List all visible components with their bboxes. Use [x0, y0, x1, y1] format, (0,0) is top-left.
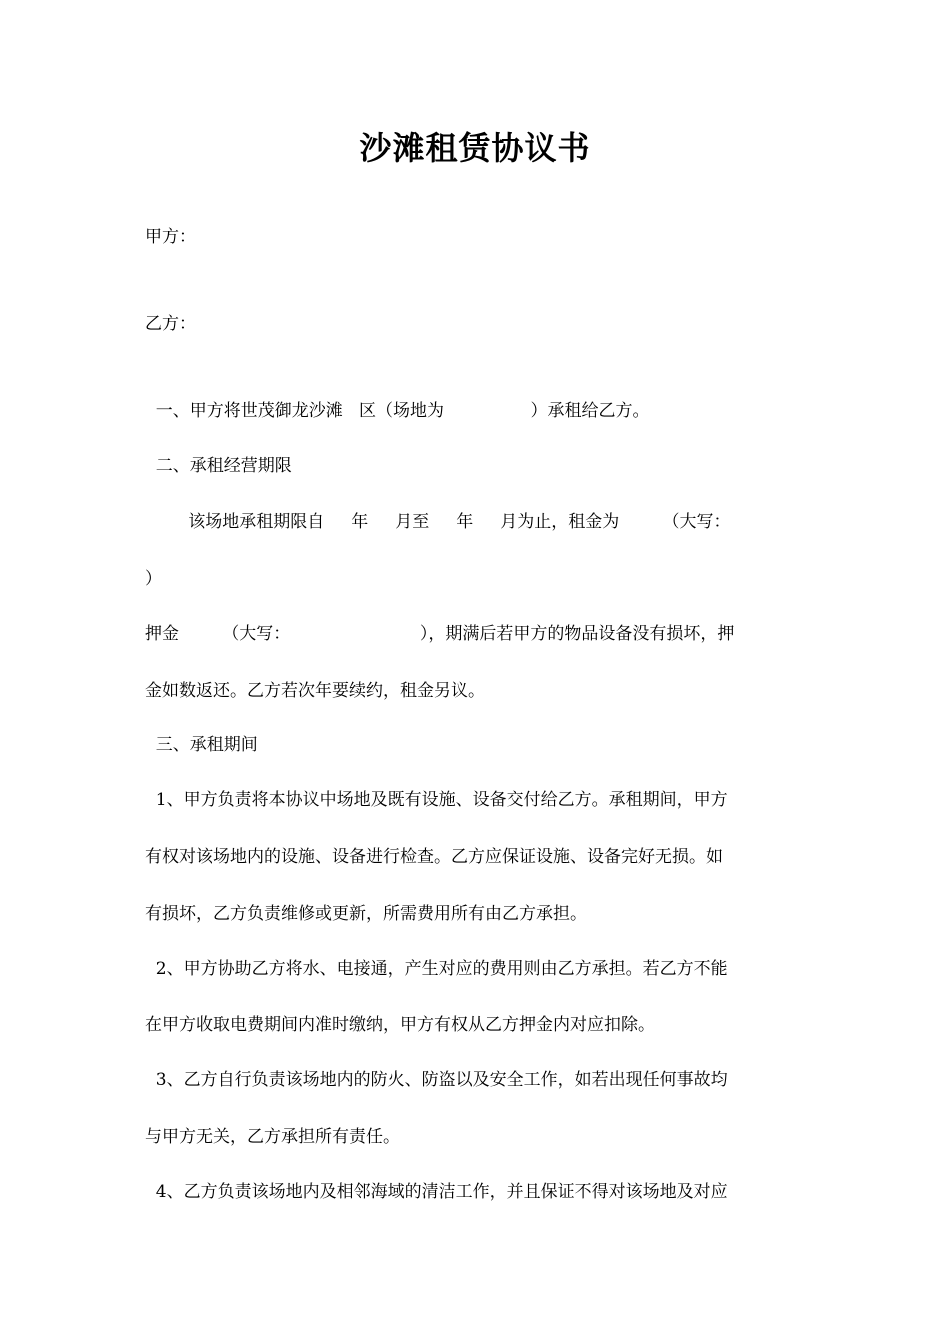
paragraph-line: 1、甲方负责将本协议中场地及既有设施、设备交付给乙方。承租期间，甲方 [145, 790, 728, 810]
party-a-label: 甲方： [145, 227, 196, 247]
paragraph-line: 在甲方收取电费期间内准时缴纳，甲方有权从乙方押金内对应扣除。 [145, 1015, 655, 1035]
paragraph-line: ） [145, 569, 162, 589]
clause-1: 一、甲方将世茂御龙沙滩 区（场地为 ）承租给乙方。 [145, 401, 650, 421]
document-title: 沙滩租赁协议书 [359, 129, 591, 167]
paragraph-line: 该场地承租期限自 年 月至 年 月为止，租金为 （大写： [145, 512, 731, 532]
party-b-label: 乙方： [145, 314, 196, 334]
paragraph-line: 押金 （大写： ），期满后若甲方的物品设备没有损坏，押 [145, 624, 735, 644]
paragraph-line: 3、乙方自行负责该场地内的防火、防盗以及安全工作，如若出现任何事故均 [145, 1070, 728, 1090]
paragraph-line: 4、乙方负责该场地内及相邻海域的清洁工作，并且保证不得对该场地及对应 [145, 1182, 728, 1202]
section-2-heading: 二、承租经营期限 [145, 456, 292, 476]
paragraph-line: 有权对该场地内的设施、设备进行检查。乙方应保证设施、设备完好无损。如 [145, 847, 723, 867]
paragraph-line: 有损坏，乙方负责维修或更新，所需费用所有由乙方承担。 [145, 904, 587, 924]
section-3-heading: 三、承租期间 [145, 735, 258, 755]
paragraph-line: 金如数返还。乙方若次年要续约，租金另议。 [145, 681, 485, 701]
paragraph-line: 与甲方无关，乙方承担所有责任。 [145, 1127, 400, 1147]
paragraph-line: 2、甲方协助乙方将水、电接通，产生对应的费用则由乙方承担。若乙方不能 [145, 959, 728, 979]
